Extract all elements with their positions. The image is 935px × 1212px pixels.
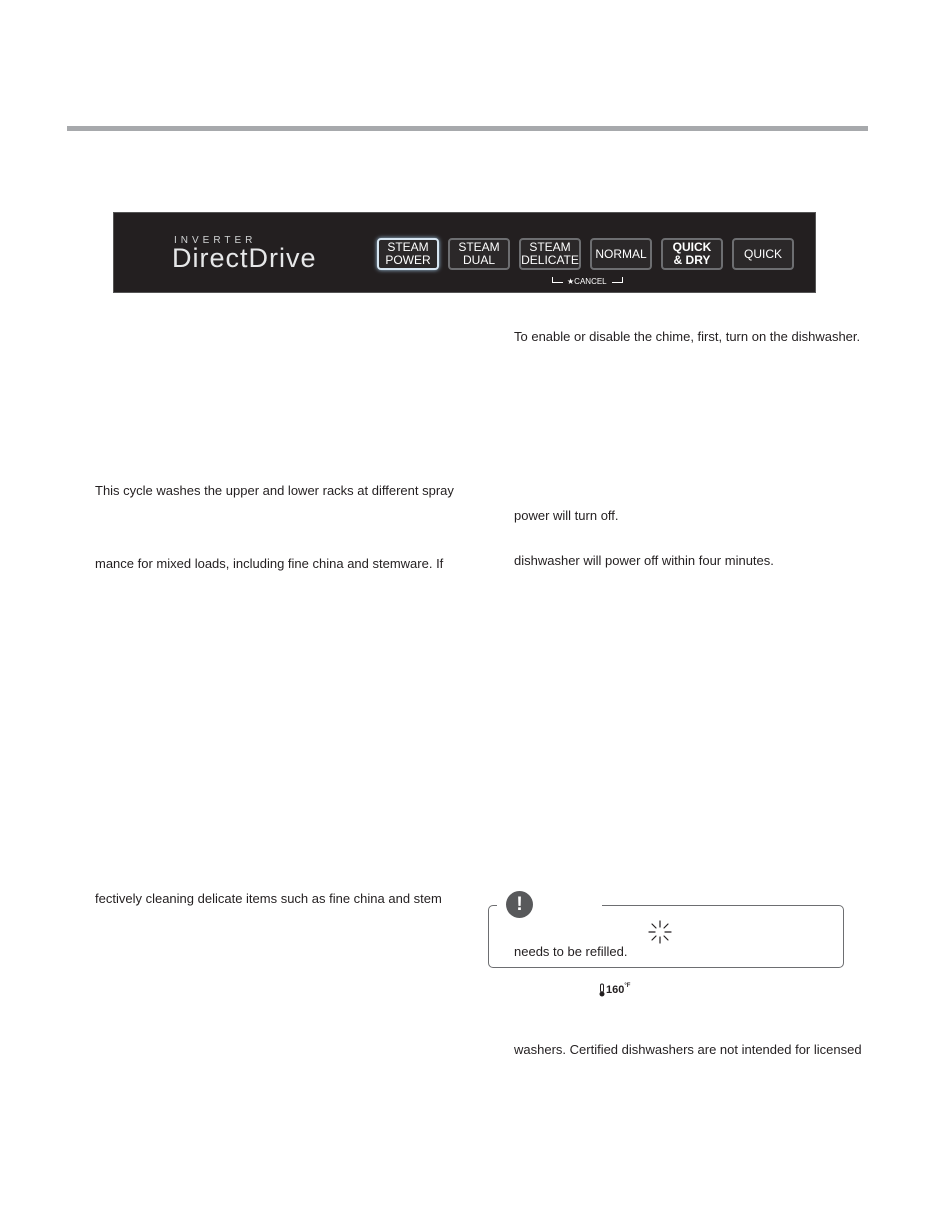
brand-inverter: INVERTER: [174, 235, 257, 246]
exclamation-icon: !: [506, 891, 533, 918]
rinse-aid-icon: [647, 919, 673, 945]
brand-directdrive: DirectDrive: [172, 243, 317, 273]
steam-delicate-button[interactable]: STEAM DELICATE: [519, 238, 581, 270]
right-text-line-1: To enable or disable the chime, first, turn on the dishwasher.: [514, 329, 861, 344]
sanitize-thermometer: [598, 983, 630, 997]
thermometer-icon: [598, 983, 606, 997]
left-text-line-3: fectively cleaning delicate items such as fine china and stem: [95, 891, 442, 906]
right-text-line-3: dishwasher will power off within four minutes.: [514, 553, 774, 568]
steam-dual-button[interactable]: STEAM DUAL: [448, 238, 510, 270]
steam-power-button[interactable]: STEAM POWER: [377, 238, 439, 270]
quick-button[interactable]: QUICK: [732, 238, 794, 270]
left-text-line-1: This cycle washes the upper and lower racks at different spray: [95, 483, 454, 498]
header-rule: [67, 126, 868, 131]
left-text-line-2: mance for mixed loads, including fine china and stemware. If: [95, 556, 444, 571]
right-text-line-4: washers. Certified dishwashers are not intended for licensed: [514, 1042, 862, 1057]
note-text: needs to be refilled.: [514, 944, 628, 959]
thermo-value: 160: [606, 983, 625, 996]
control-panel: [113, 212, 816, 293]
right-text-line-2: power will turn off.: [514, 508, 619, 523]
normal-button[interactable]: NORMAL: [590, 238, 652, 270]
quick-dry-button[interactable]: QUICK & DRY: [661, 238, 723, 270]
thermo-unit: °F: [624, 983, 631, 989]
cancel-indicator: ★CANCEL: [552, 276, 622, 288]
